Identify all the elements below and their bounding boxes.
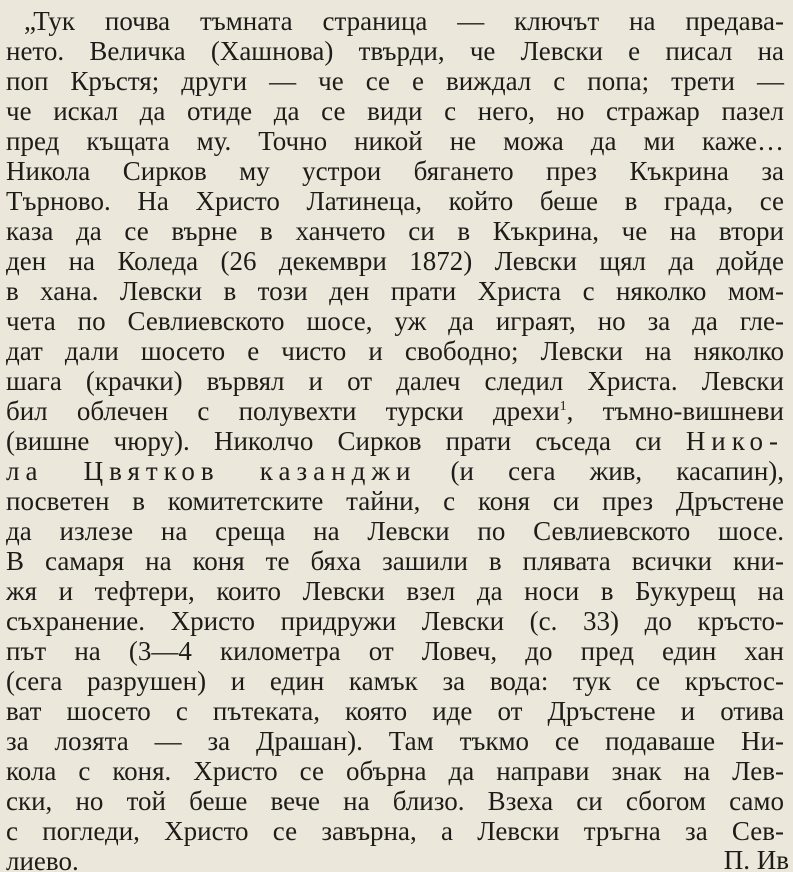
- text-line: път на (3—4 километра от Ловеч, до пред един хан: [6, 636, 784, 666]
- text-line: лиево.: [6, 846, 79, 872]
- text-line: „Тук почва тъмната страница — ключът на предава-: [24, 6, 784, 36]
- text-line: за лозята — за Драшан). Там тъкмо се подаваше Ни-: [6, 726, 784, 756]
- text-line: [6, 456, 784, 486]
- text-segment: (вишне чюру). Николчо Сирков прати съседа си: [6, 426, 662, 456]
- spaced-name: Нико-: [685, 426, 784, 456]
- text-line: [6, 396, 784, 426]
- text-line: Търново. На Христо Латинеца, който беше в града, се: [6, 186, 784, 216]
- footnote-marker: 1: [559, 399, 567, 414]
- text-line: да излезе на среща на Левски по Севлиевското шосе.: [6, 516, 784, 546]
- text-line: дат дали шосето е чисто и свободно; Левски на няколко: [6, 336, 784, 366]
- text-line: (сега разрушен) и един камък за вода: тук се кръстос-: [6, 666, 784, 696]
- spaced-name: ла Цвятков: [6, 456, 220, 486]
- text-line: поп Кръстя; други — че се е виждал с попа; трети —: [6, 66, 784, 96]
- text-line: с погледи, Христо се завърна, а Левски тръгна за Сев-: [6, 816, 784, 846]
- text-line: съхранение. Христо придружи Левски (с. 33) до кръсто-: [6, 606, 784, 636]
- text-line: [6, 426, 784, 456]
- text-line: каза да се върне в ханчето си в Къкрина, че на втори: [6, 216, 784, 246]
- text-line: ски, но той беше вече на близо. Взеха си сбогом само: [6, 786, 784, 816]
- text-line: ден на Коледа (26 декември 1872) Левски щял да дойде: [6, 246, 784, 276]
- text-line: жя и тефтери, които Левски взел да носи в Букурещ на: [6, 576, 784, 606]
- text-segment: бил облечен с полувехти турски дрехи: [6, 396, 560, 426]
- text-line: кола с коня. Христо се обърна да направи знак на Лев-: [6, 756, 784, 786]
- text-line: посветен в комитетските тайни, с коня си през Дръстене: [6, 486, 784, 516]
- text-segment: , тъмно-вишневи: [566, 396, 784, 426]
- text-segment: (и сега жив, касапин),: [416, 456, 785, 486]
- spaced-name: казанджи: [219, 456, 417, 486]
- text-line: чета по Севлиевското шосе, уж да играят, но за да гле-: [6, 306, 784, 336]
- text-line: в хана. Левски в този ден прати Христа с няколко мом-: [6, 276, 784, 306]
- signature-initials: П. Ив: [723, 850, 789, 870]
- text-line: Никола Сирков му устрои бягането през Къкрина за: [6, 156, 784, 186]
- text-line: шага (крачки) вървял и от далеч следил Христа. Левски: [6, 366, 784, 396]
- text-line: нето. Величка (Хашнова) твърди, че Левски е писал на: [6, 36, 784, 66]
- text-line: че искал да отиде да се види с него, но стражар пазел: [6, 96, 784, 126]
- text-line: пред къщата му. Точно никой не можа да ми каже…: [6, 126, 784, 156]
- text-line: В самаря на коня те бяха зашили в плявата всички кни-: [6, 546, 784, 576]
- text-line: ват шосето с пътеката, която иде от Дръстене и отива: [6, 696, 784, 726]
